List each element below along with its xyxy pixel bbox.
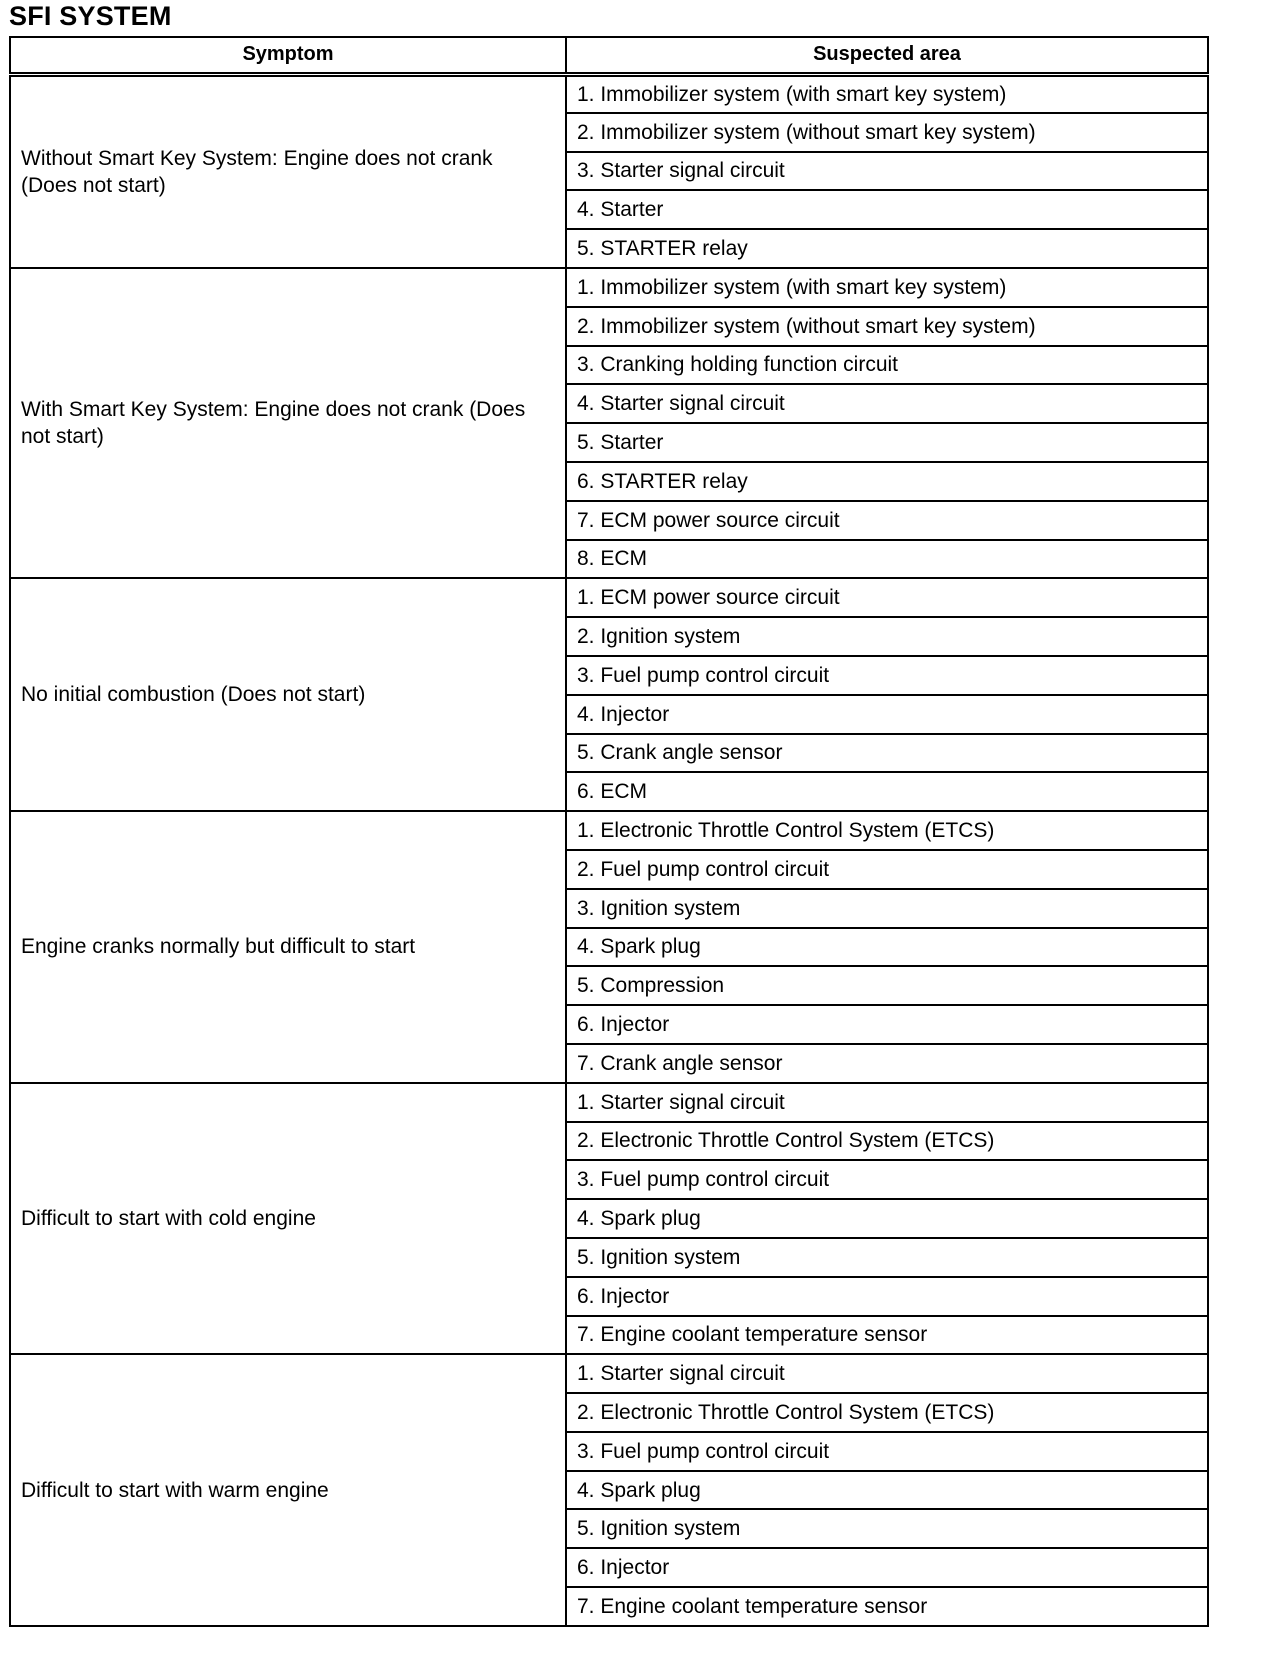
suspected-area-cell: 3. Ignition system <box>566 889 1208 928</box>
table-row <box>10 1354 1208 1393</box>
suspected-area-cell: 6. Injector <box>566 1277 1208 1316</box>
suspected-area-cell: 4. Starter <box>566 190 1208 229</box>
suspected-area-cell: 2. Electronic Throttle Control System (ETCS) <box>566 1122 1208 1161</box>
suspected-area-cell: 3. Fuel pump control circuit <box>566 1160 1208 1199</box>
page-title: SFI SYSTEM <box>9 1 172 31</box>
suspected-area-cell: 2. Ignition system <box>566 617 1208 656</box>
suspected-area-cell: 2. Electronic Throttle Control System (ETCS) <box>566 1393 1208 1432</box>
suspected-area-cell: 7. Engine coolant temperature sensor <box>566 1587 1208 1626</box>
suspected-area-cell: 5. Crank angle sensor <box>566 734 1208 773</box>
suspected-area-cell: 2. Immobilizer system (without smart key system) <box>566 307 1208 346</box>
table-header-row <box>10 37 1208 74</box>
suspected-area-cell: 7. Engine coolant temperature sensor <box>566 1316 1208 1355</box>
symptom-table <box>9 36 1209 1627</box>
table-row <box>10 1083 1208 1122</box>
suspected-area-cell: 2. Fuel pump control circuit <box>566 850 1208 889</box>
symptom-cell: Difficult to start with warm engine <box>10 1354 566 1626</box>
symptom-cell: With Smart Key System: Engine does not crank (Does not start) <box>10 268 566 578</box>
table-body <box>10 74 1208 1626</box>
suspected-area-cell: 1. Immobilizer system (with smart key system) <box>566 268 1208 307</box>
suspected-area-cell: 1. Electronic Throttle Control System (ETCS) <box>566 811 1208 850</box>
suspected-area-cell: 4. Spark plug <box>566 1199 1208 1238</box>
symptom-column-header: Symptom <box>10 37 566 74</box>
symptom-cell: Engine cranks normally but difficult to start <box>10 811 566 1083</box>
suspected-area-cell: 8. ECM <box>566 540 1208 579</box>
suspected-area-cell: 5. Starter <box>566 423 1208 462</box>
suspected-area-cell: 7. ECM power source circuit <box>566 501 1208 540</box>
symptom-cell: Difficult to start with cold engine <box>10 1083 566 1355</box>
suspected-area-cell: 4. Spark plug <box>566 1471 1208 1510</box>
suspected-area-cell: 5. STARTER relay <box>566 229 1208 268</box>
suspected-area-column-header: Suspected area <box>566 37 1208 74</box>
symptom-cell: No initial combustion (Does not start) <box>10 578 566 811</box>
suspected-area-cell: 1. Starter signal circuit <box>566 1354 1208 1393</box>
suspected-area-cell: 1. Starter signal circuit <box>566 1083 1208 1122</box>
suspected-area-cell: 4. Starter signal circuit <box>566 384 1208 423</box>
suspected-area-cell: 3. Cranking holding function circuit <box>566 346 1208 385</box>
suspected-area-cell: 6. STARTER relay <box>566 462 1208 501</box>
suspected-area-cell: 1. Immobilizer system (with smart key system) <box>566 74 1208 113</box>
suspected-area-cell: 1. ECM power source circuit <box>566 578 1208 617</box>
table-row <box>10 811 1208 850</box>
suspected-area-cell: 7. Crank angle sensor <box>566 1044 1208 1083</box>
suspected-area-cell: 3. Fuel pump control circuit <box>566 656 1208 695</box>
table-row <box>10 74 1208 113</box>
suspected-area-cell: 3. Fuel pump control circuit <box>566 1432 1208 1471</box>
suspected-area-cell: 3. Starter signal circuit <box>566 152 1208 191</box>
symptom-cell: Without Smart Key System: Engine does not crank (Does not start) <box>10 74 566 268</box>
suspected-area-cell: 5. Ignition system <box>566 1509 1208 1548</box>
suspected-area-cell: 5. Ignition system <box>566 1238 1208 1277</box>
suspected-area-cell: 4. Spark plug <box>566 928 1208 967</box>
suspected-area-cell: 5. Compression <box>566 966 1208 1005</box>
suspected-area-cell: 6. Injector <box>566 1548 1208 1587</box>
suspected-area-cell: 6. Injector <box>566 1005 1208 1044</box>
suspected-area-cell: 6. ECM <box>566 772 1208 811</box>
suspected-area-cell: 2. Immobilizer system (without smart key system) <box>566 113 1208 152</box>
suspected-area-cell: 4. Injector <box>566 695 1208 734</box>
table-row <box>10 578 1208 617</box>
table-row <box>10 268 1208 307</box>
